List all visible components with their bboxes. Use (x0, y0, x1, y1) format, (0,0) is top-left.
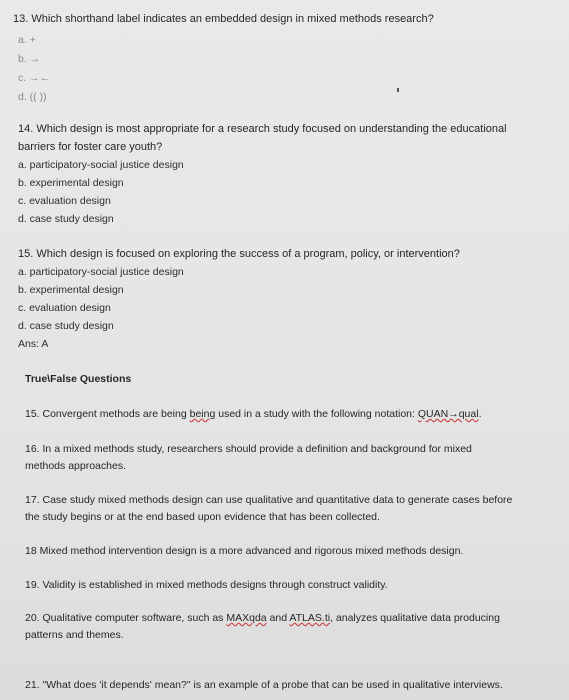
tf20-maxqda: MAXqda (226, 612, 267, 624)
tf-statement-20-line1 (25, 609, 500, 627)
q15-answer: Ans: A (18, 338, 49, 350)
q13-option-a: a. + (18, 34, 36, 46)
q14-question-line1: 14. Which design is most appropriate for a research study focused on understanding the educational (18, 123, 507, 135)
tf-statement-21: 21. "What does 'it depends' mean?" is an example of a probe that can be used in qualitative interviews. (25, 679, 503, 691)
tf-statement-18: 18 Mixed method intervention design is a more advanced and rigorous mixed methods design. (25, 545, 464, 557)
tf-statement-15 (25, 405, 481, 423)
q15-option-b: b. experimental design (18, 284, 124, 296)
q13-question: 13. Which shorthand label indicates an embedded design in mixed methods research? (13, 13, 434, 25)
q15-option-d: d. case study design (18, 320, 114, 332)
q15-option-a: a. participatory-social justice design (18, 266, 184, 278)
q14-option-c: c. evaluation design (18, 195, 111, 207)
tf-heading: True\False Questions (25, 373, 132, 385)
tf-statement-16-line2: methods approaches. (25, 460, 126, 472)
tf20-post: , analyzes qualitative data producing (330, 612, 500, 624)
tf15-duplicate-word: being (189, 408, 216, 420)
tf-statement-17-line1: 17. Case study mixed methods design can use qualitative and quantitative data to generate cases before (25, 494, 513, 506)
q13-option-c: c. →← (18, 72, 51, 84)
q14-question-line2: barriers for foster care youth? (18, 141, 163, 153)
q15-question: 15. Which design is focused on exploring the success of a program, policy, or intervention? (18, 248, 460, 260)
tf-statement-16-line1: 16. In a mixed methods study, researchers should provide a definition and background for mixed (25, 443, 472, 455)
tf-statement-19: 19. Validity is established in mixed methods designs through construct validity. (25, 579, 388, 591)
tf15-post: . (478, 408, 482, 420)
tf15-mid: used in a study with the following notation: (215, 408, 418, 420)
tf20-pre: 20. Qualitative computer software, such as (25, 612, 227, 624)
q14-option-b: b. experimental design (18, 177, 124, 189)
tf-statement-20-line2: patterns and themes. (25, 629, 124, 641)
q14-option-a: a. participatory-social justice design (18, 159, 184, 171)
tf-statement-17-line2: the study begins or at the end based upon evidence that has been collected. (25, 511, 380, 523)
stray-mark (397, 88, 399, 92)
tf15-pre: 15. Convergent methods are being (25, 408, 190, 420)
q13-option-d: d. (( )) (18, 91, 47, 103)
q15-option-c: c. evaluation design (18, 302, 111, 314)
tf20-and: and (266, 612, 290, 624)
q14-option-d: d. case study design (18, 213, 114, 225)
tf20-atlas: ATLAS.ti (289, 612, 331, 624)
q13-option-b: b. → (18, 53, 41, 65)
tf15-notation: QUAN→qual (417, 408, 479, 420)
